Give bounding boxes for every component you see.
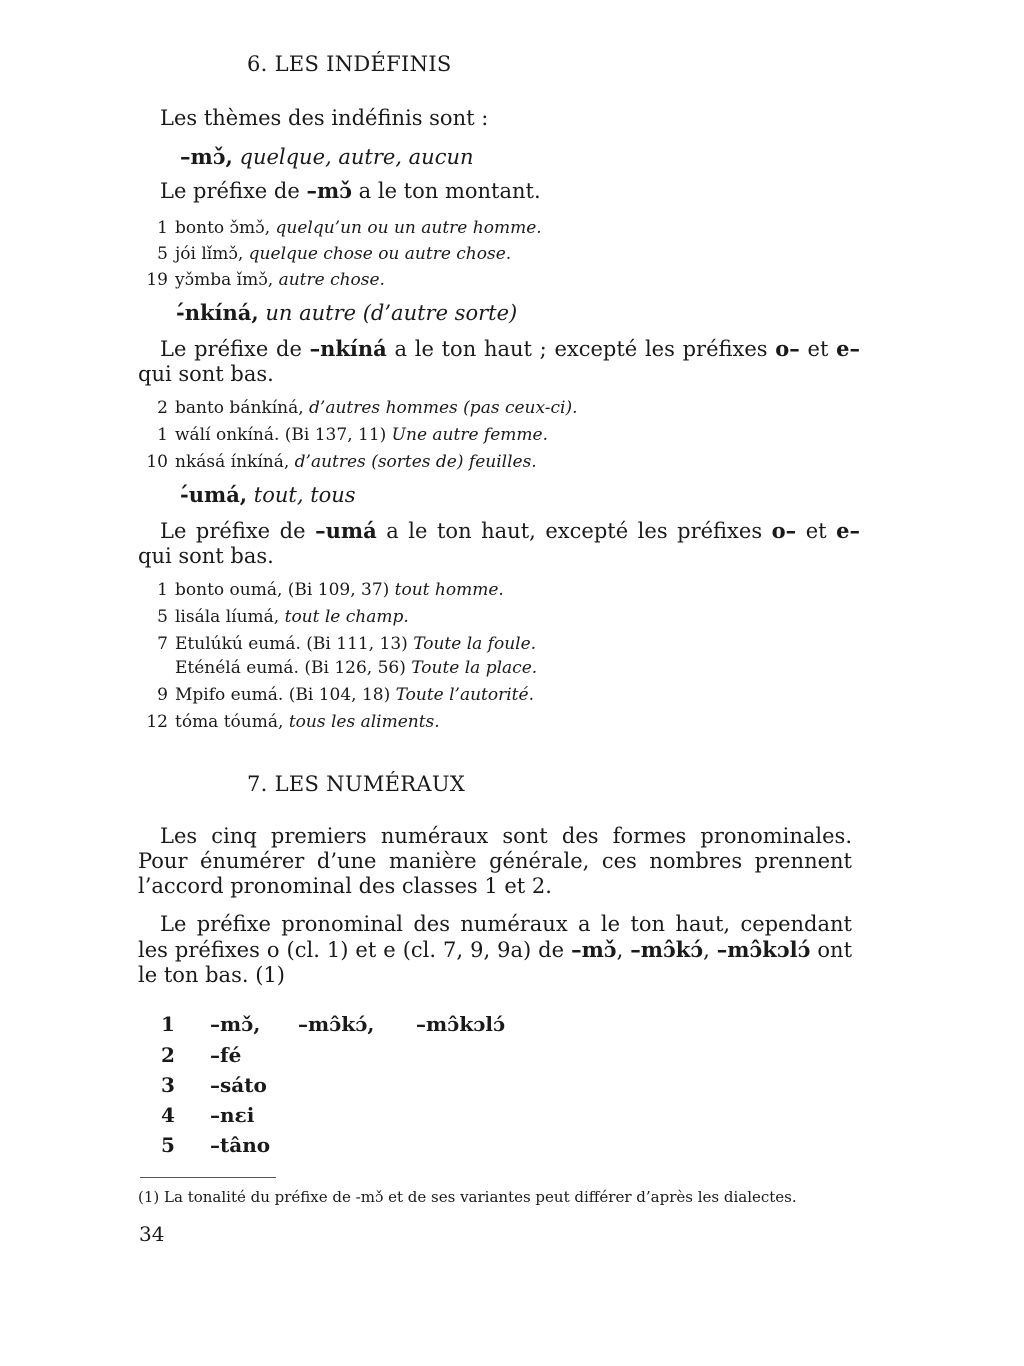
rule-uma-c: a le ton haut, excepté les préfixes: [376, 519, 772, 543]
example-line: [138, 685, 534, 706]
numeral-number: 3: [161, 1073, 175, 1097]
stem-mo-form: –mɔ̌,: [180, 144, 233, 169]
rule-uma-stem: –umá: [315, 518, 377, 543]
para2-stem-mo: –mɔ̌: [571, 937, 617, 962]
para2-sep: ,: [616, 938, 631, 962]
example-gloss: d’autres hommes (pas ceux-ci).: [309, 398, 578, 418]
rule-nkina-prefix-o: o–: [775, 336, 800, 361]
example-line: [138, 398, 578, 419]
example-gloss: tous les aliments.: [288, 712, 440, 732]
stem-nkina: [176, 300, 517, 326]
rule-uma-prefix-o: o–: [771, 518, 797, 543]
para2-stem-mokolo: –mɔ̂kɔlɔ́: [716, 937, 811, 962]
example-text: Eténélá eumá. (Bi 126, 56): [175, 658, 412, 678]
example-text: tóma tóumá,: [175, 712, 289, 732]
rule-nkina-e: et: [799, 337, 837, 361]
example-class: 5: [157, 607, 168, 627]
example-gloss: Toute la place.: [411, 658, 538, 678]
stem-nkina-form: -́nkíná,: [176, 300, 259, 325]
example-line: [138, 218, 542, 239]
stem-mo-gloss: quelque, autre, aucun: [232, 145, 474, 169]
numeral-number: 1: [161, 1012, 175, 1036]
example-gloss: autre chose.: [278, 270, 385, 290]
example-class: 9: [157, 685, 168, 705]
rule-uma-g: qui sont bas.: [138, 544, 274, 568]
example-gloss: tout homme.: [394, 580, 504, 600]
example-line: [138, 244, 511, 265]
stem-nkina-gloss: un autre: [258, 301, 363, 325]
example-class: 10: [146, 452, 168, 472]
stem-mo: [180, 144, 474, 170]
numeral-number: 2: [161, 1043, 175, 1067]
rule-nkina-c: a le ton haut ; excepté les préfixes: [386, 337, 776, 361]
rule-mo-c: a le ton montant.: [351, 179, 541, 203]
para2-sep: ,: [703, 938, 717, 962]
rule-uma-e: et: [796, 519, 837, 543]
example-class: 2: [157, 398, 168, 418]
footnote: (1) La tonalité du préfixe de -mɔ̌ et de ses variantes peut différer d’après les dialectes.: [138, 1188, 797, 1206]
rule-nkina-g: qui sont bas.: [138, 362, 274, 386]
numerals-table: [161, 1012, 661, 1162]
example-line: [138, 425, 548, 446]
intro-line: Les thèmes des indéfinis sont :: [160, 106, 489, 130]
section-heading-indefinis: 6. LES INDÉFINIS: [247, 52, 452, 76]
numeraux-paragraph-1: [138, 824, 852, 899]
stem-uma-gloss: tout, tous: [247, 483, 356, 507]
example-text: nkásá ínkíná,: [175, 452, 295, 472]
example-class: 19: [146, 270, 168, 290]
example-text: lisála líumá,: [175, 607, 285, 627]
numeral-form: –mɔ̂kɔlɔ́: [416, 1012, 506, 1036]
example-gloss: Une autre femme.: [391, 425, 548, 445]
example-text: bonto ɔ̌mɔ̌,: [175, 218, 276, 238]
example-text: Mpifo eumá. (Bi 104, 18): [175, 685, 396, 705]
example-class: 1: [157, 580, 168, 600]
numeral-form: –fé: [210, 1043, 242, 1067]
stem-uma-form: -́umá,: [180, 482, 248, 507]
example-line: [138, 712, 440, 733]
rule-nkina: [138, 336, 860, 387]
example-text: bonto oumá, (Bi 109, 37): [175, 580, 395, 600]
section-heading-numeraux: 7. LES NUMÉRAUX: [247, 772, 466, 796]
para2-g: ont le ton bas. (1): [138, 938, 853, 987]
para2-a: Le préfixe pronominal des numéraux a le ton haut, cependant les préfixes o (cl. 1) et e (cl. 7, 9, 9a) de: [138, 912, 852, 962]
rule-uma-a: Le préfixe de: [160, 519, 316, 543]
example-line: [138, 452, 537, 473]
stem-nkina-gloss-paren: (d’autre sorte): [362, 301, 518, 325]
example-line: [138, 658, 537, 679]
example-gloss: quelque chose ou autre chose.: [248, 244, 512, 264]
rule-uma-prefix-e: e–: [836, 518, 861, 543]
numeral-form: –sáto: [210, 1073, 267, 1097]
example-gloss: Toute l’autorité.: [395, 685, 534, 705]
example-class: 5: [157, 244, 168, 264]
rule-nkina-stem: –nkíná: [309, 336, 387, 361]
numeral-form: –mɔ̌,: [210, 1012, 261, 1036]
rule-mo-a: Le préfixe de: [160, 179, 307, 203]
page-number: 34: [139, 1222, 165, 1246]
numeraux-paragraph-2: [138, 912, 852, 988]
numeraux-paragraph-1-text: Les cinq premiers numéraux sont des formes pronominales. Pour énumérer d’une manière générale, ces nombres prennent l’accord pronominal des classes 1 et 2.: [138, 824, 852, 898]
example-line: [138, 634, 536, 655]
numeral-number: 5: [161, 1133, 175, 1157]
para2-stem-moko: –mɔ̂kɔ́: [630, 937, 704, 962]
example-text: wálí onkíná. (Bi 137, 11): [175, 425, 392, 445]
example-text: banto bánkíná,: [175, 398, 310, 418]
example-text: yɔ̌mba ǐmɔ̌,: [175, 270, 279, 290]
rule-mo: [160, 178, 541, 204]
example-gloss: quelqu’un ou un autre homme.: [275, 218, 542, 238]
example-gloss: d’autres (sortes de) feuilles.: [294, 452, 537, 472]
rule-uma: [138, 518, 860, 569]
example-gloss: Toute la foule.: [413, 634, 537, 654]
example-class: 12: [146, 712, 168, 732]
rule-nkina-prefix-e: e–: [836, 336, 860, 361]
numeral-form: –tâno: [210, 1133, 271, 1157]
example-gloss: tout le champ.: [284, 607, 409, 627]
stem-uma: [180, 482, 356, 508]
numeral-form: –mɔ̂kɔ́,: [298, 1012, 375, 1036]
example-class: 7: [157, 634, 168, 654]
rule-mo-stem: –mɔ̌: [306, 178, 352, 203]
example-line: [138, 607, 409, 628]
example-text: jói lǐmɔ̌,: [175, 244, 249, 264]
example-line: [138, 580, 504, 601]
numeral-form: –nɛi: [210, 1103, 255, 1127]
example-text: Etulúkú eumá. (Bi 111, 13): [175, 634, 414, 654]
example-line: [138, 270, 385, 291]
rule-nkina-a: Le préfixe de: [160, 337, 310, 361]
example-class: 1: [157, 218, 168, 238]
footnote-rule: [140, 1177, 276, 1178]
numeral-number: 4: [161, 1103, 175, 1127]
example-class: 1: [157, 425, 168, 445]
